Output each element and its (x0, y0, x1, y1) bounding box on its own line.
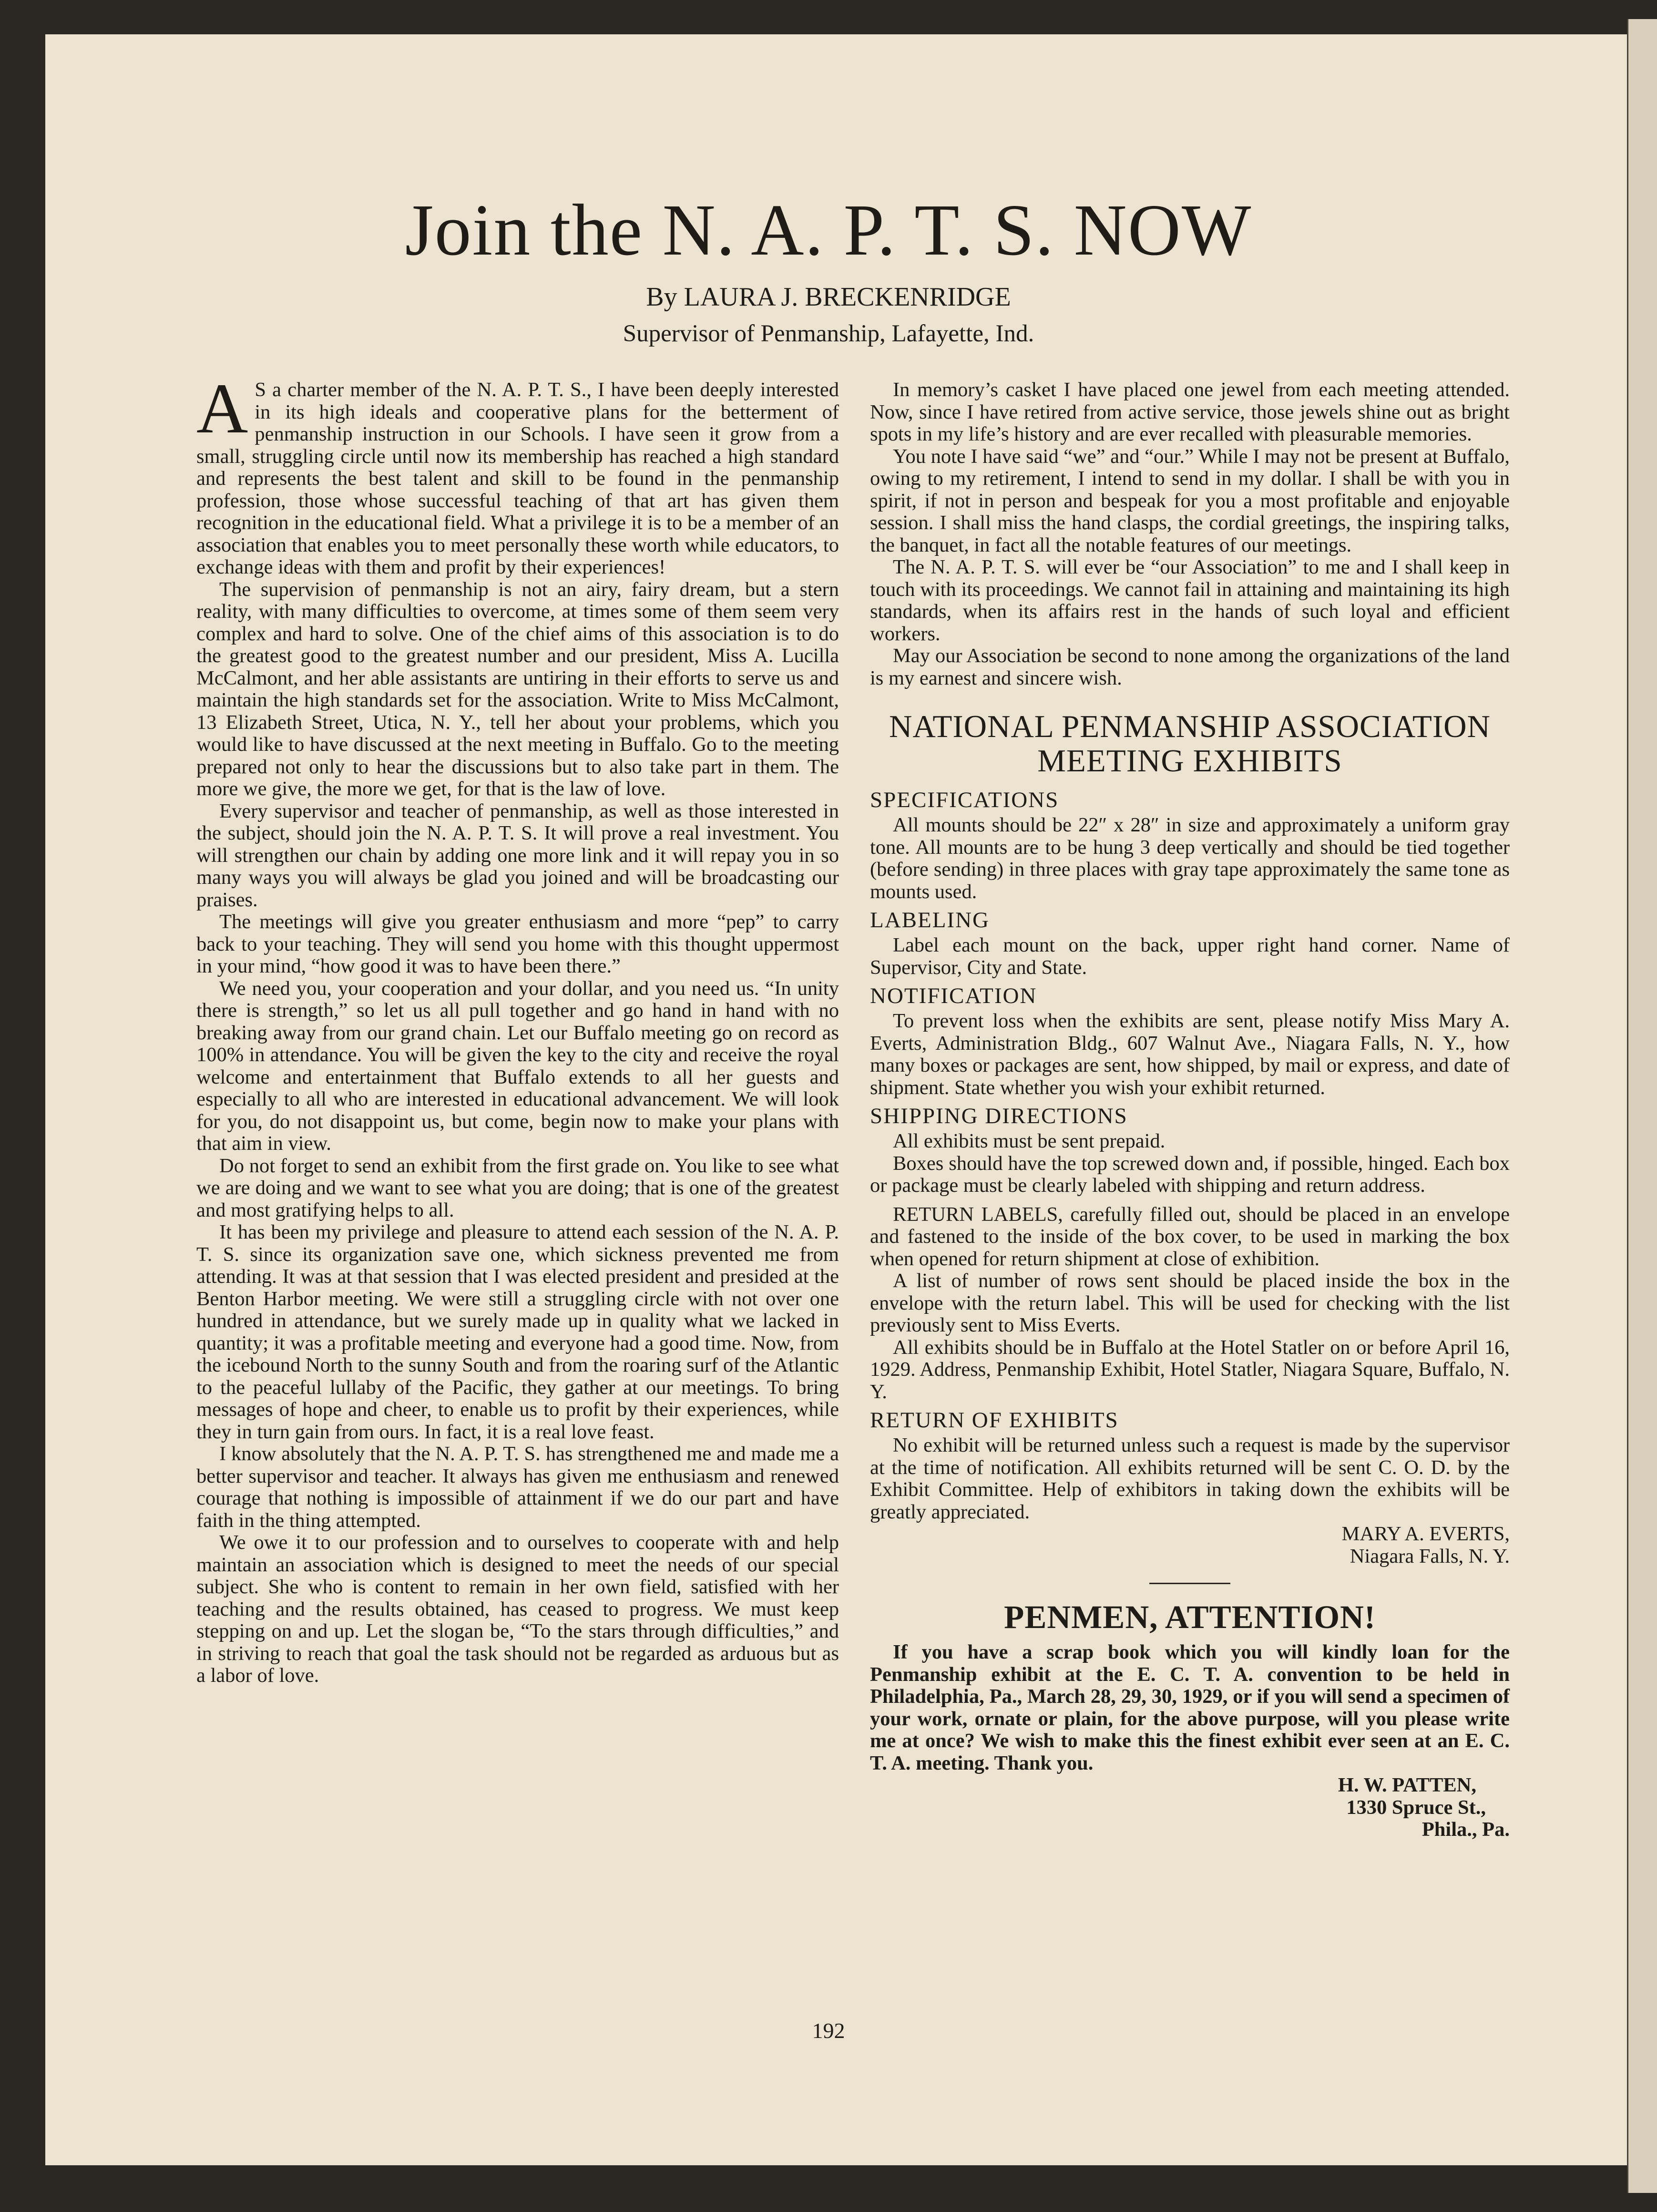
shipping-heading: SHIPPING DIRECTIONS (870, 1104, 1128, 1128)
left-column (196, 369, 839, 1687)
article-paragraph: In memory’s casket I have placed one jewel from each meeting attended. Now, since I have retired from active service, those jewels shine out as bright spots in my life’s history and are ever recalled with pleasurable memories. (870, 379, 1510, 445)
shipping-text: RETURN LABELS, carefully filled out, should be placed in an envelope and fastened to the inside of the box cover, to be used in marking the box when opened for return shipment at close of exhibition. (870, 1203, 1510, 1270)
article-paragraph: It has been my privilege and pleasure to attend each session of the N. A. P. T. S. since its organization save one, which sickness prevented me from attending. It was at that session that I was elected president and presided at the Benton Harbor meeting. We were still a struggling circle with not over one hundred in attendance, but we surely made up in quality what we lacked in quantity; it was a profitable meeting and everyone had a good time. Now, from the icebound North to the sunny South and from the roaring surf of the Atlantic to the peaceful lullaby of the Pacific, they gather at our meetings. To bring messages of hope and cheer, to enable us to profit by their experiences, while they in turn gain from ours. In fact, it is a real love feast. (196, 1221, 839, 1443)
article-paragraph: We need you, your cooperation and your dollar, and you need us. “In unity there is strength,” so let us all pull together and go hand in hand with no breaking away from our grand chain. Let our Buffalo meeting go on record as 100% in attendance. You will be given the key to the city and receive the royal welcome and entertainment that Buffalo extends to all her guests and especially to all who are interested in educational advancement. We will look for you, do not disappoint us, but come, begin now to make your plans with that aim in view. (196, 977, 839, 1155)
shipping-text: All exhibits must be sent prepaid. (893, 1130, 1166, 1152)
penmen-address-street: 1330 Spruce St., (1346, 1796, 1486, 1819)
article-paragraph: Every supervisor and teacher of penmanship, as well as those interested in the subject, should join the N. A. P. T. S. It will prove a real investment. You will strengthen our chain by adding one more link and it will repay you in so many ways you will always be glad you joined and will be broadcasting our praises. (196, 799, 839, 911)
labeling-text: Label each mount on the back, upper right hand corner. Name of Supervisor, City and State. (870, 934, 1510, 979)
article-paragraph: The meetings will give you greater enthusiasm and more “pep” to carry back to your teaching. They will send you home with this thought uppermost in your mind, “how good it was to have been there.” (196, 911, 839, 977)
drop-cap: A (196, 369, 248, 448)
article-paragraph: The N. A. P. T. S. will ever be “our Association” to me and I shall keep in touch with its proceedings. We cannot fail in attaining and maintaining its high standards, when its affairs rest in the hands of such loyal and efficient workers. (870, 556, 1510, 645)
return-text: No exhibit will be returned unless such a request is made by the supervisor at the time of notification. All exhibits returned will be sent C. O. D. by the Exhibit Committee. Help of exhibitors in taking down the exhibits will be greatly appreciated. (870, 1434, 1510, 1523)
penmen-heading: PENMEN, ATTENTION! (1004, 1599, 1376, 1635)
notification-heading: NOTIFICATION (870, 983, 1037, 1008)
article-paragraph: Do not forget to send an exhibit from the first grade on. You like to see what we are doing and we want to see what you are doing; that is one of the greatest and most gratifying helps to all. (196, 1154, 839, 1221)
right-column (870, 379, 1510, 1841)
penmen-signer: H. W. PATTEN, (1338, 1774, 1476, 1796)
article-paragraph: I know absolutely that the N. A. P. T. S. has strengthened me and made me a better supervisor and teacher. It always has given me enthusiasm and renewed courage that nothing is impossible of attainment if we do our part and have faith in the thing attempted. (196, 1443, 839, 1532)
exhibits-heading: NATIONAL PENMANSHIP ASSOCIATION MEETING EXHIBITS (889, 709, 1491, 778)
penmen-notice: If you have a scrap book which you will kindly loan for the Penmanship exhibit at the E. C. T. A. convention to be held in Philadelphia, Pa., March 28, 29, 30, 1929, or if you will send a specimen of your work, ornate or plain, for the above purpose, will you please write me at once? We wish to make this the finest exhibit ever seen at an E. C. T. A. meeting. Thank you. (870, 1641, 1510, 1774)
exhibits-signer: MARY A. EVERTS, (1341, 1523, 1510, 1545)
article-paragraph: You note I have said “we” and “our.” While I may not be present at Buffalo, owing to my retirement, I intend to send in my dollar. I shall be with you in spirit, if not in person and bespeak for you a most profitable and enjoyable session. I shall miss the hand clasps, the cordial greetings, the inspiring talks, the banquet, in fact all the notable features of our meetings. (870, 445, 1510, 556)
labeling-heading: LABELING (870, 908, 990, 932)
notification-text: To prevent loss when the exhibits are sent, please notify Miss Mary A. Everts, Administration Bldg., 607 Walnut Ave., Niagara Falls, N. Y., how many boxes or packages are sent, how shipped, by mail or express, and date of shipment. State whether you wish your exhibit returned. (870, 1010, 1510, 1099)
return-heading: RETURN OF EXHIBITS (870, 1408, 1119, 1433)
article-paragraph: We owe it to our profession and to ourselves to cooperate with and help maintain an association which is designed to meet the needs of our special subject. She who is content to remain in her own field, satisfied with her teaching and the results obtained, has ceased to progress. We must keep stepping on and up. Let the slogan be, “To the stars through difficulties,” and in striving to reach that goal the task should not be regarded as arduous but as a labor of love. (196, 1531, 839, 1687)
article-paragraph: A S a charter member of the N. A. P. T. S., I have been deeply interested in its high ideals and cooperative plans for the betterment of penmanship instruction in our Schools. I have seen it grow from a small, struggling circle until now its membership has reached a high standard and represents the best talent and skill to be found in the penmanship profession, those whose successful teaching of that art has given them recognition in the educational field. What a privilege it is to be a member of an association that enables you to meet personally these worth while educators, to exchange ideas with them and profit by their experiences! (196, 369, 839, 578)
article-byline: By LAURA J. BRECKENRIDGE (646, 282, 1011, 312)
author-affiliation: Supervisor of Penmanship, Lafayette, Ind. (623, 320, 1034, 347)
shipping-text: A list of number of rows sent should be placed inside the box in the envelope with the return label. This will be used for checking with the list previously sent to Miss Everts. (870, 1270, 1510, 1336)
penmen-address-city: Phila., Pa. (1422, 1818, 1510, 1841)
article-paragraph: The supervision of penmanship is not an airy, fairy dream, but a stern reality, with many difficulties to overcome, at times some of them seem very complex and hard to solve. One of the chief aims of this association is to do the greatest good to the greatest number and our president, Miss A. Lucilla McCalmont, and her able assistants are untiring in their efforts to serve us and maintain the high standards set for the association. Write to Miss McCalmont, 13 Elizabeth Street, Utica, N. Y., tell her about your problems, which you would like to have discussed at the next meeting in Buffalo. Go to the meeting prepared not only to hear the discussions but to also take part in them. The more we give, the more we get, for that is the law of love. (196, 578, 839, 800)
specifications-heading: SPECIFICATIONS (870, 788, 1059, 812)
article-paragraph: May our Association be second to none among the organizations of the land is my earnest and sincere wish. (870, 645, 1510, 689)
exhibits-signer-place: Niagara Falls, N. Y. (1350, 1545, 1510, 1567)
specifications-text: All mounts should be 22″ x 28″ in size and approximately a uniform gray tone. All mounts are to be hung 3 deep vertically and should be tied together (before sending) in three places with gray tape approximately the same tone as mounts used. (870, 814, 1510, 903)
shipping-text: Boxes should have the top screwed down and, if possible, hinged. Each box or package must be clearly labeled with shipping and return address. (870, 1152, 1510, 1197)
article-title: Join the N. A. P. T. S. NOW (405, 190, 1252, 271)
shipping-text: All exhibits should be in Buffalo at the Hotel Statler on or before April 16, 1929. Address, Penmanship Exhibit, Hotel Statler, Niagara Square, Buffalo, N. Y. (870, 1336, 1510, 1403)
page-number: 192 (812, 2018, 845, 2043)
section-divider (1149, 1583, 1230, 1584)
